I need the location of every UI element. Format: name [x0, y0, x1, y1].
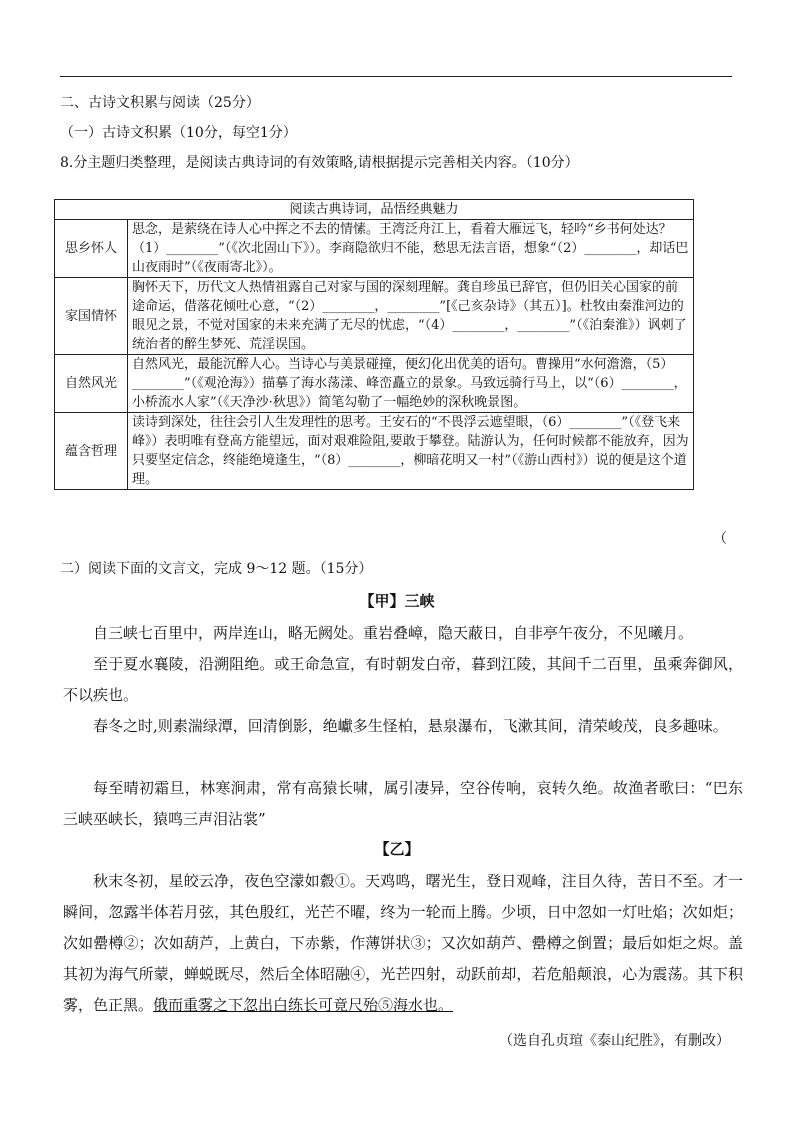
table-header-row: [55, 200, 694, 220]
table-row: [55, 278, 694, 355]
poetry-table: [54, 199, 694, 490]
row-text: 思念，是萦绕在诗人心中挥之不去的情愫。王湾泛舟江上，看着大雁远飞，轻吟“乡书何处达？（1）________”（《次北固山下》）。李商隐欲归不能，愁思无法言语，想象“（2）________，却话巴山夜雨时”（《夜雨寄北》）。: [128, 220, 694, 278]
part1-heading: （一）古诗文积累（10分，每空1分）: [60, 125, 297, 141]
row-category: 家国情怀: [55, 278, 128, 355]
text-b-main: 秋末冬初，星皎云净，夜色空濛如縠①。天鸡鸣，曙光生，登日观峰，注目久待，苦日不至。才一瞬间，忽露半体若月弦，其色殷红，光芒不曜，终为一轮而上腾。少顷，日中忽如一灯吐焰；次如炬；次如罍樽②；次如葫芦，上黄白，下赤紫，作薄饼状③；又次如葫芦、罍樽之倒置；最后如炬之烬。盖其初为海气所蒙，蝉蜕既尽，然后全体昭融④，光芒四射，动跃前却，若危船颠浪，心为震荡。其下积雾，色正黑。: [63, 872, 743, 1014]
text-a-para-1: 自三峡七百里中，两岸连山，略无阙处。重岩叠嶂，隐天蔽日，自非亭午夜分，不见曦月。: [93, 624, 694, 642]
stray-paren: （: [713, 531, 727, 547]
table-row: [55, 355, 694, 413]
row-category: 思乡怀人: [55, 220, 128, 278]
row-text: 自然风光，最能沉醉人心。当诗心与美景碰撞，便幻化出优美的语句。曹操用“水何澹澹，（5）________”（《观沧海》）描摹了海水荡漾、峰峦矗立的景象。马致远骑行马上，以“（6）________，小桥流水人家”（《天净沙·秋思》）简笔勾勒了一幅绝妙的深秋晚景图。: [128, 355, 694, 413]
top-rule: [60, 76, 732, 77]
text-a-para-4: 每至晴初霜旦，林寒涧肃，常有高猿长啸，属引凄异，空谷传响，哀转久绝。故渔者歌曰：“巴东三峡巫峡长，猿鸣三声泪沾裳”: [63, 779, 743, 828]
table-row: [55, 220, 694, 278]
table-row: [55, 413, 694, 490]
text-a-para-3: 春冬之时,则素湍绿潭，回清倒影，绝巘多生怪柏，悬泉瀑布，飞漱其间，清荣峻茂，良多趣味。: [93, 717, 728, 735]
row-text: 胸怀天下，历代文人热情祖露自己对家与国的深刻理解。龚自珍虽已辞官，但仍旧关心国家的前途命运，借落花倾吐心意，“（2）________，________”[《己亥杂诗》（其五）]。杜牧由秦淮河边的眼见之景，不觉对国家的未来充满了无尽的忧虑，“（4）________，________”（《泊秦淮》）讽刺了统治者的醉生梦死、荒淫误国。: [128, 278, 694, 355]
row-text: 读诗到深处，往往会引人生发理性的思考。王安石的“不畏浮云遮望眼，（6）________”（《登飞来峰》）表明唯有登高方能望远，面对艰难险阻,要敢于攀登。陆游认为，任何时候都不能放弃，因为只要坚定信念，终能绝境逢生，“（8）________，柳暗花明又一村”（《游山西村》）说的便是这个道理。: [128, 413, 694, 490]
row-category: 自然风光: [55, 355, 128, 413]
source-note: （选自孔贞瑄《泰山纪胜》，有删改）: [499, 1033, 730, 1049]
text-b-title: 【乙】: [374, 840, 420, 858]
text-b-para: [63, 866, 743, 1021]
section-heading: 二、古诗文积累与阅读（25分）: [60, 95, 260, 111]
part2-heading: 二）阅读下面的文言文，完成 9～12 题。（15分）: [60, 561, 373, 577]
text-a-title: 【甲】三峡: [359, 592, 435, 610]
text-a-para-2: 至于夏水襄陵，沿溯阻绝。或王命急宣，有时朝发白帝，暮到江陵，其间千二百里，虽乘奔御风，不以疾也。: [63, 655, 743, 704]
row-category: 蕴含哲理: [55, 413, 128, 490]
table-header: 阅读古典诗词，品悟经典魅力: [55, 200, 694, 220]
question-8: 8.分主题归类整理，是阅读古典诗词的有效策略,请根据提示完善相关内容。（10分）: [60, 155, 579, 171]
text-b-underlined-sentence: 俄而重雾之下忽出白练长可竟尺殆⑤海水也。: [153, 996, 454, 1014]
